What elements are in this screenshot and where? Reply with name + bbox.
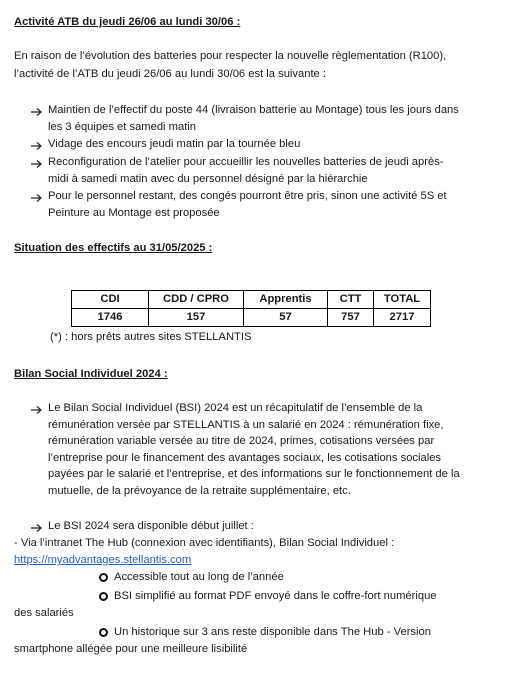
arrow-right-icon <box>30 106 44 118</box>
table-header-cell: CTT <box>328 291 374 309</box>
table-header-row <box>72 291 431 309</box>
table-header-cell: TOTAL <box>374 291 431 309</box>
table-cell: 57 <box>244 309 328 327</box>
arrow-right-icon <box>30 192 44 204</box>
arrow-right-icon <box>30 158 44 170</box>
bsi-line-2: rémunération versée par STELLANTIS à un salarié en 2024 : rémunération fixe, <box>48 419 444 431</box>
sub-bullet-3-line-1: Un historique sur 3 ans reste disponible dans The Hub - Version <box>114 626 431 638</box>
arrow-right-icon <box>30 404 44 416</box>
table-header-cell: Apprentis <box>244 291 328 309</box>
sub-bullet-1: Accessible tout au long de l’année <box>114 571 284 583</box>
bsi-line-3: rémunération variable versée au titre de 2024, primes, cotisations versées par <box>48 435 435 447</box>
sub-bullet-3-line-2: smartphone allégée pour une meilleure lisibilité <box>14 643 248 655</box>
section-title-bsi: Bilan Social Individuel 2024 : <box>14 368 168 380</box>
table-row <box>72 309 431 327</box>
intro-line-2: l’activité de l’ATB du jeudi 26/06 au lundi 30/06 est la suivante : <box>14 68 326 80</box>
via-intranet-line: - Via l’intranet The Hub (connexion avec identifiants), Bilan Social Individuel : <box>14 537 395 549</box>
arrow-right-icon <box>30 140 44 152</box>
myadvantages-link[interactable]: https://myadvantages.stellantis.com <box>14 554 192 566</box>
bullet-4-line-2: Peinture au Montage est proposée <box>48 207 220 219</box>
effectifs-table <box>71 290 431 327</box>
bsi-line-4: l’entreprise pour le financement des avantages sociaux, les cotisations sociales <box>48 452 442 464</box>
bsi-line-5: payées par le salarié et l’entreprise, et des informations sur le fonctionnement de la <box>48 468 460 480</box>
table-footnote: (*) : hors prêts autres sites STELLANTIS <box>50 331 252 343</box>
bullet-1-line-2: les 3 équipes et samedi matin <box>48 121 197 133</box>
section-title-atb: Activité ATB du jeudi 26/06 au lundi 30/06 : <box>14 16 241 28</box>
hollow-circle-bullet-icon <box>99 628 108 637</box>
hollow-circle-bullet-icon <box>99 573 108 582</box>
arrow-right-icon <box>30 522 44 534</box>
bsi-availability: Le BSI 2024 sera disponible début juillet : <box>48 520 254 532</box>
bullet-4-line-1: Pour le personnel restant, des congés pourront être pris, sinon une activité 5S et <box>48 190 447 202</box>
bullet-3-line-2: midi à samedi matin avec du personnel désigné par la hiérarchie <box>48 173 368 185</box>
table-cell: 157 <box>149 309 244 327</box>
bullet-2-line-1: Vidage des encours jeudi matin par la tournée bleu <box>48 138 301 150</box>
bullet-1-line-1: Maintien de l’effectif du poste 44 (livraison batterie au Montage) tous les jours dans <box>48 104 459 116</box>
sub-bullet-2-line-1: BSI simplifié au format PDF envoyé dans le coffre-fort numérique <box>114 590 437 602</box>
bsi-line-1: Le Bilan Social Individuel (BSI) 2024 est un récapitulatif de l’ensemble de la <box>48 402 423 414</box>
table-cell: 757 <box>328 309 374 327</box>
table-cell: 2717 <box>374 309 431 327</box>
section-title-effectifs: Situation des effectifs au 31/05/2025 : <box>14 242 213 254</box>
bsi-line-6: mutuelle, de la prévoyance de la retraite supplémentaire, etc. <box>48 485 351 497</box>
table-header-cell: CDI <box>72 291 149 309</box>
table-cell: 1746 <box>72 309 149 327</box>
intro-line-1: En raison de l’évolution des batteries pour respecter la nouvelle règlementation (R100), <box>14 50 447 62</box>
sub-bullet-2-line-2: des salariés <box>14 607 74 619</box>
table-header-cell: CDD / CPRO <box>149 291 244 309</box>
bullet-3-line-1: Reconfiguration de l’atelier pour accueillir les nouvelles batteries de jeudi après- <box>48 156 444 168</box>
hollow-circle-bullet-icon <box>99 592 108 601</box>
